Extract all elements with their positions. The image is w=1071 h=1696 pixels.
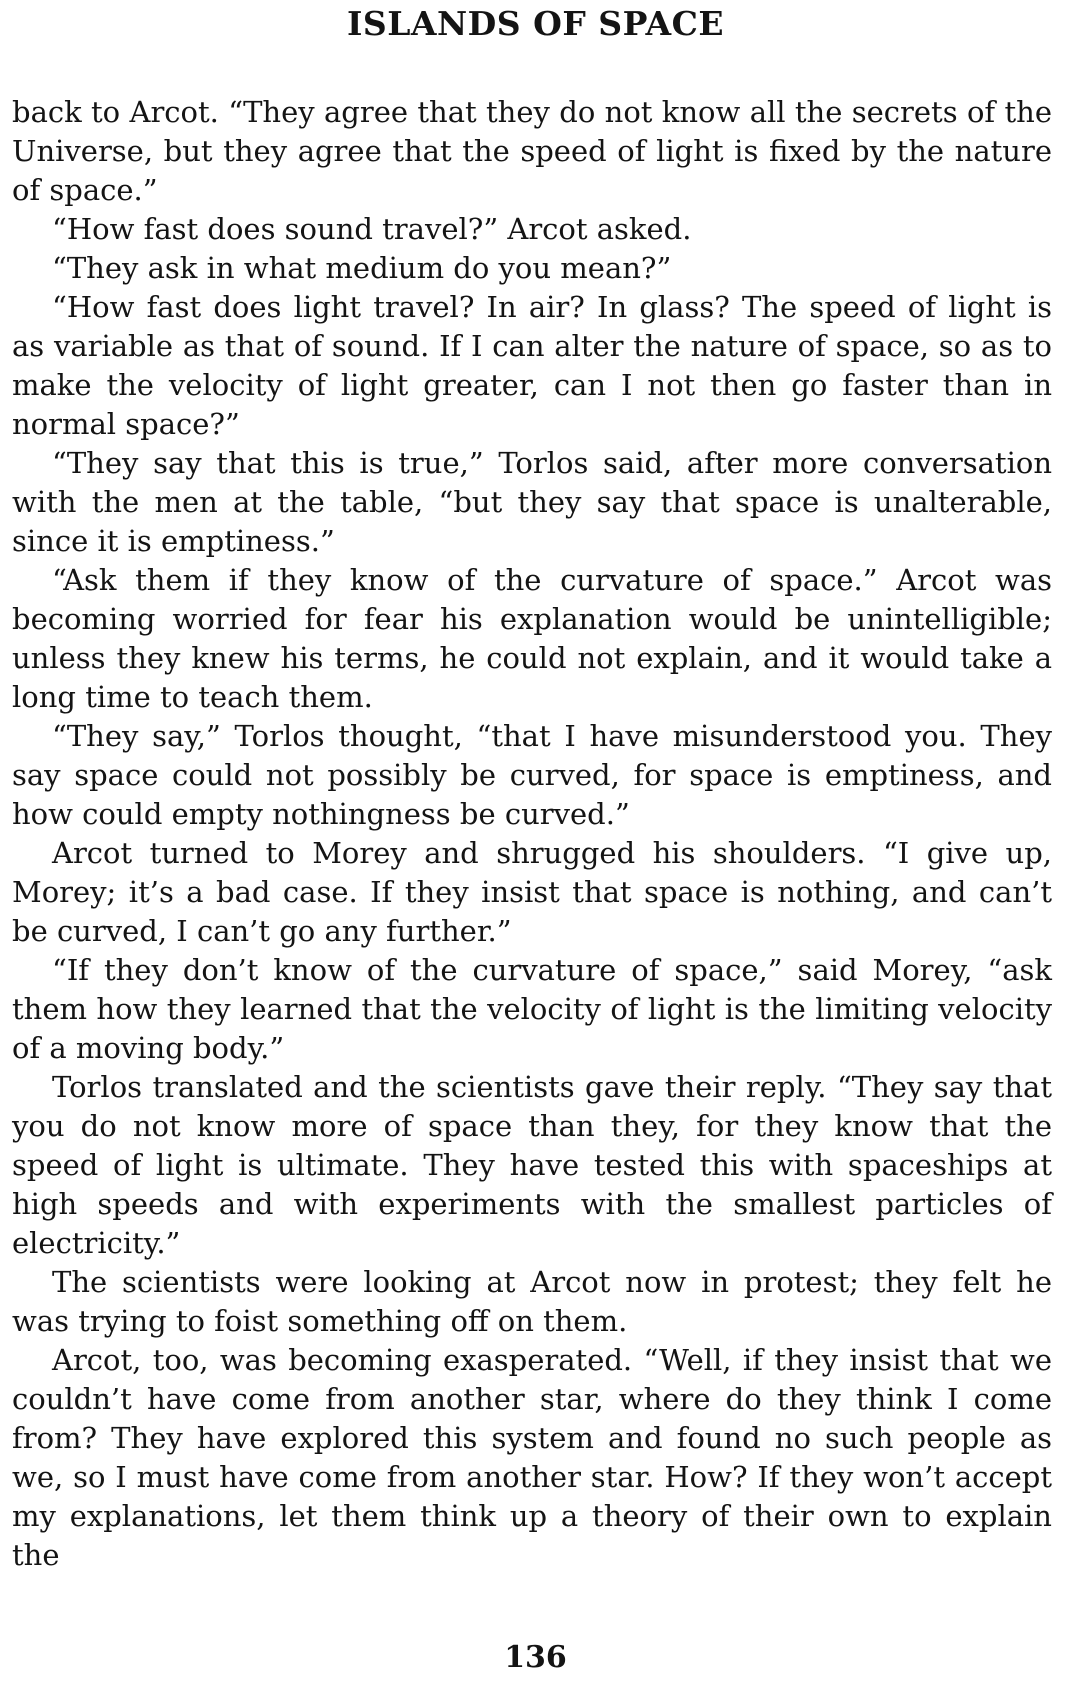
paragraph: “How fast does light travel? In air? In glass? The speed of light is as variable as that of sound. If I can alter the nature of space, so as to make the velocity of light greater, can I not then go faster than in normal space?” bbox=[12, 290, 1052, 441]
paragraph: back to Arcot. “They agree that they do not know all the secrets of the Universe, but they agree that the speed of light is fixed by the nature of space.” bbox=[12, 95, 1052, 207]
paragraph: Torlos translated and the scientists gave their reply. “They say that you do not know more of space than they, for they know that the speed of light is ultimate. They have tested this with spaceships at high speeds and with experiments with the smallest particles of electricity.” bbox=[12, 1070, 1052, 1260]
paragraph: “They say that this is true,” Torlos said, after more conversation with the men at the table, “but they say that space is unalterable, since it is emptiness.” bbox=[12, 446, 1052, 558]
paragraph: Arcot, too, was becoming exasperated. “Well, if they insist that we couldn’t have come from another star, where do they think I come from? They have explored this system and found no such people as we, so I must have come from another star. How? If they won’t accept my explanations, let them think up a theory of their own to explain the bbox=[12, 1343, 1052, 1572]
body-text bbox=[12, 93, 1052, 1575]
paragraph: “How fast does sound travel?” Arcot asked. bbox=[52, 212, 692, 246]
paragraph: The scientists were looking at Arcot now in protest; they felt he was trying to foist something off on them. bbox=[12, 1265, 1052, 1338]
paragraph: “They ask in what medium do you mean?” bbox=[52, 251, 672, 285]
paragraph: “If they don’t know of the curvature of space,” said Morey, “ask them how they learned that the velocity of light is the limiting velocity of a moving body.” bbox=[12, 953, 1052, 1065]
paragraph: “Ask them if they know of the curvature of space.” Arcot was becoming worried for fear his explanation would be unintelligible; unless they knew his terms, he could not explain, and it would take a long time to teach them. bbox=[12, 563, 1052, 714]
running-head-title: ISLANDS OF SPACE bbox=[346, 4, 725, 43]
paragraph: “They say,” Torlos thought, “that I have misunderstood you. They say space could not possibly be curved, for space is emptiness, and how could empty nothingness be curved.” bbox=[12, 719, 1052, 831]
page-number: 136 bbox=[504, 1640, 567, 1675]
paragraph: Arcot turned to Morey and shrugged his shoulders. “I give up, Morey; it’s a bad case. If they insist that space is nothing, and can’t be curved, I can’t go any further.” bbox=[12, 836, 1052, 948]
